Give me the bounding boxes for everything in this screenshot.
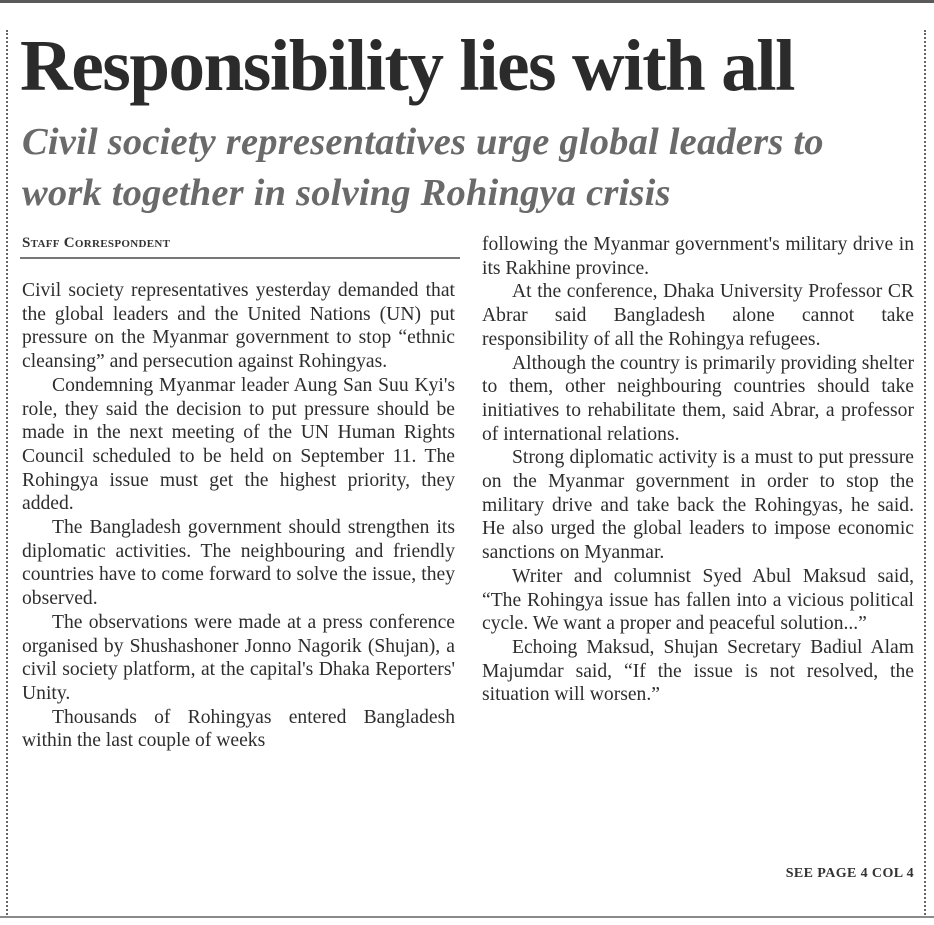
article-column-left (22, 279, 455, 753)
paragraph: Condemning Myanmar leader Aung San Suu Kyi's role, they said the decision to put pressure should be made in the next meeting of the UN Human Rights Council scheduled to be held on September 11. The Rohingya issue must get the highest priority, they added. (22, 374, 455, 515)
paragraph: following the Myanmar government's military drive in its Rakhine province. (482, 234, 914, 279)
paragraph: The observations were made at a press conference organised by Shushashoner Jonno Nagorik (Shujan), a civil society platform, at the capital's Dhaka Reporters' Unity. (22, 611, 455, 704)
left-dotted-border (6, 30, 8, 915)
paragraph: Strong diplomatic activity is a must to put pressure on the Myanmar government in order to stop the military drive and take back the Rohingyas, he said. He also urged the global leaders to impose economic sanctions on Myanmar. (482, 447, 914, 564)
top-rule (0, 0, 934, 3)
right-dotted-border (924, 30, 926, 915)
deck-subheadline: Civil society representatives urge global leaders to work together in solving Rohingya crisis (22, 121, 824, 214)
paragraph: Echoing Maksud, Shujan Secretary Badiul Alam Majumdar said, “If the issue is not resolved, the situation will worsen.” (482, 636, 914, 706)
paragraph: Although the country is primarily providing shelter to them, other neighbouring countries should take initiatives to rehabilitate them, said Abrar, a professor of international relations. (482, 352, 914, 445)
continuation-note: SEE PAGE 4 COL 4 (785, 866, 914, 881)
headline: Responsibility lies with all (20, 25, 795, 106)
byline: Staff Correspondent (22, 235, 171, 251)
paragraph: The Bangladesh government should strengthen its diplomatic activities. The neighbouring and friendly countries have to come forward to solve the issue, they observed. (22, 517, 455, 610)
paragraph: Thousands of Rohingyas entered Bangladesh within the last couple of weeks (22, 706, 455, 752)
paragraph: At the conference, Dhaka University Professor CR Abrar said Bangladesh alone cannot take responsibility of all the Rohingya refugees. (482, 281, 914, 350)
paragraph: Civil society representatives yesterday demanded that the global leaders and the United Nations (UN) put pressure on the Myanmar government to stop “ethnic cleansing” and persecution against Rohingyas. (22, 280, 455, 373)
paragraph: Writer and columnist Syed Abul Maksud said, “The Rohingya issue has fallen into a vicious political cycle. We want a proper and peaceful solution...” (482, 565, 914, 635)
byline-rule (20, 257, 460, 259)
article-column-right (482, 233, 914, 707)
bottom-rule (0, 916, 934, 918)
